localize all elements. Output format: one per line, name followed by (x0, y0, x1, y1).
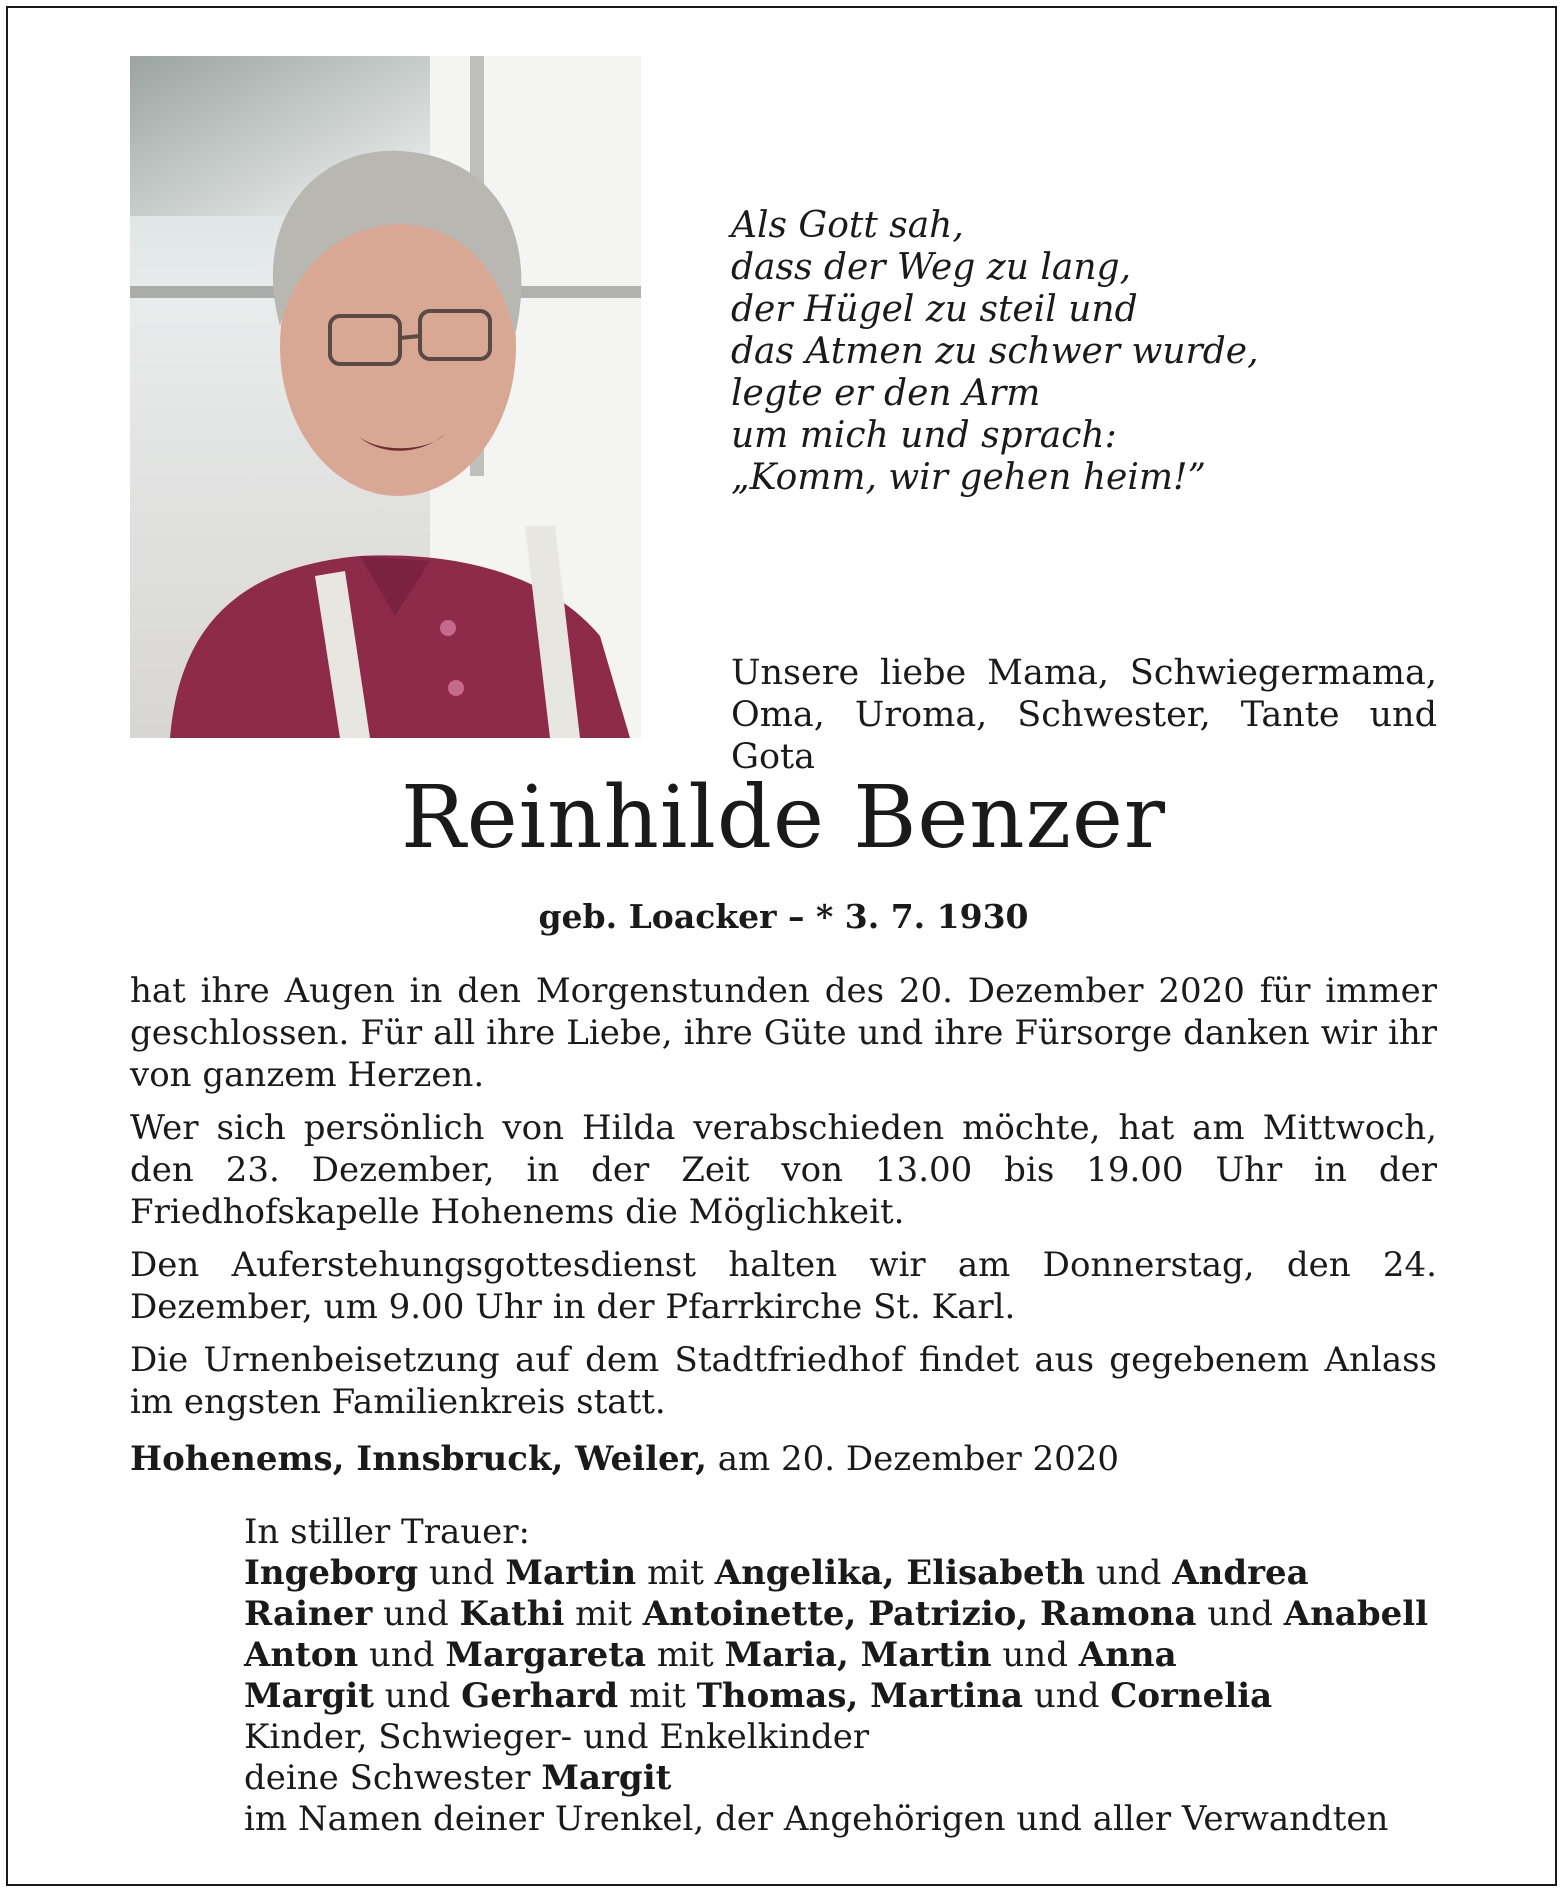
button-1 (440, 620, 456, 636)
family-row (244, 1676, 1444, 1717)
family-member: Angelika, Elisabeth (714, 1553, 1086, 1593)
conjunction: und (1095, 1553, 1162, 1593)
paragraph-death: hat ihre Augen in den Morgenstunden des 20. Dezember 2020 für immer geschlossen. Für all ihre Liebe, ihre Güte und ihre Fürsorge danken wir ihr von ganzem Herzen. (130, 971, 1437, 1095)
paragraph-service: Den Auferstehungsgottesdienst halten wir am Donnerstag, den 24. Dezember, um 9.00 Uhr in der Pfarrkirche St. Karl. (130, 1245, 1437, 1327)
conjunction: und (384, 1676, 451, 1716)
conjunction: mit (656, 1635, 714, 1675)
conjunction: und (1002, 1635, 1068, 1675)
poem-line: dass der Weg zu lang, (731, 247, 1132, 288)
family-member: Kathi (459, 1594, 565, 1634)
intro-text (731, 652, 1437, 778)
portrait-illustration (130, 56, 641, 738)
family-member: Thomas, Martina (696, 1676, 1024, 1716)
place-date (130, 1438, 1437, 1480)
birth-info: geb. Loacker – * 3. 7. 1930 (538, 897, 1029, 936)
intro-line-1: Unsere liebe Mama, Schwiegermama, (731, 653, 1437, 693)
places: Hohenems, Innsbruck, Weiler, (130, 1439, 707, 1479)
family-member: Anton (244, 1635, 359, 1675)
poem (731, 205, 1259, 499)
sister-name: Margit (541, 1758, 672, 1798)
mourners-list (244, 1512, 1444, 1840)
children-line: Kinder, Schwieger- und Enkelkinder (244, 1717, 870, 1757)
family-member: Anabell (1283, 1594, 1429, 1634)
conjunction: und (1207, 1594, 1273, 1634)
family-member: Margit (244, 1676, 374, 1716)
family-member: Anna (1078, 1635, 1177, 1675)
announcement-body (130, 970, 1437, 1480)
conjunction: und (383, 1594, 449, 1634)
conjunction: und (1033, 1676, 1100, 1716)
family-member: Ingeborg (244, 1553, 419, 1593)
poem-line: der Hügel zu steil und (731, 289, 1138, 330)
family-member: Cornelia (1110, 1676, 1273, 1716)
conjunction: mit (647, 1553, 704, 1593)
conjunction: und (428, 1553, 495, 1593)
intro-line-2: Oma, Uroma, Schwester, Tante und Gota (731, 695, 1437, 777)
family-member: Maria, Martin (724, 1635, 992, 1675)
button-2 (448, 680, 464, 696)
family-row (244, 1594, 1444, 1635)
glasses-bridge (400, 336, 420, 338)
deceased-name: Reinhilde Benzer (400, 768, 1166, 868)
closing-line: im Namen deiner Urenkel, der Angehörigen und aller Verwandten (244, 1799, 1389, 1839)
paragraph-viewing: Wer sich persönlich von Hilda verabschieden möchte, hat am Mittwoch, den 23. Dezember, in der Zeit von 13.00 bis 19.00 Uhr in der Friedhofskapelle Hohenems die Möglichkeit. (130, 1108, 1437, 1232)
poem-line: das Atmen zu schwer wurde, (731, 331, 1259, 372)
poem-line: „Komm, wir gehen heim!” (731, 457, 1206, 498)
mourners-heading: In stiller Trauer: (244, 1512, 530, 1552)
date: am 20. Dezember 2020 (717, 1439, 1120, 1479)
sister-row (244, 1758, 1444, 1799)
family-member: Martin (505, 1553, 637, 1593)
conjunction: mit (629, 1676, 686, 1716)
conjunction: mit (575, 1594, 632, 1634)
poem-line: um mich und sprach: (731, 415, 1117, 456)
family-member: Antoinette, Patrizio, Ramona (642, 1594, 1197, 1634)
family-row (244, 1635, 1444, 1676)
sister-prefix: deine Schwester (244, 1758, 531, 1798)
family-member: Margareta (445, 1635, 647, 1675)
family-member: Andrea (1172, 1553, 1309, 1593)
conjunction: und (369, 1635, 435, 1675)
poem-line: legte er den Arm (731, 373, 1041, 414)
paragraph-burial: Die Urnenbeisetzung auf dem Stadtfriedhof findet aus gegebenem Anlass im engsten Familienkreis statt. (130, 1340, 1437, 1422)
family-row (244, 1553, 1444, 1594)
family-member: Rainer (244, 1594, 373, 1634)
poem-line: Als Gott sah, (731, 205, 964, 246)
portrait-photo (130, 56, 641, 738)
family-member: Gerhard (461, 1676, 619, 1716)
